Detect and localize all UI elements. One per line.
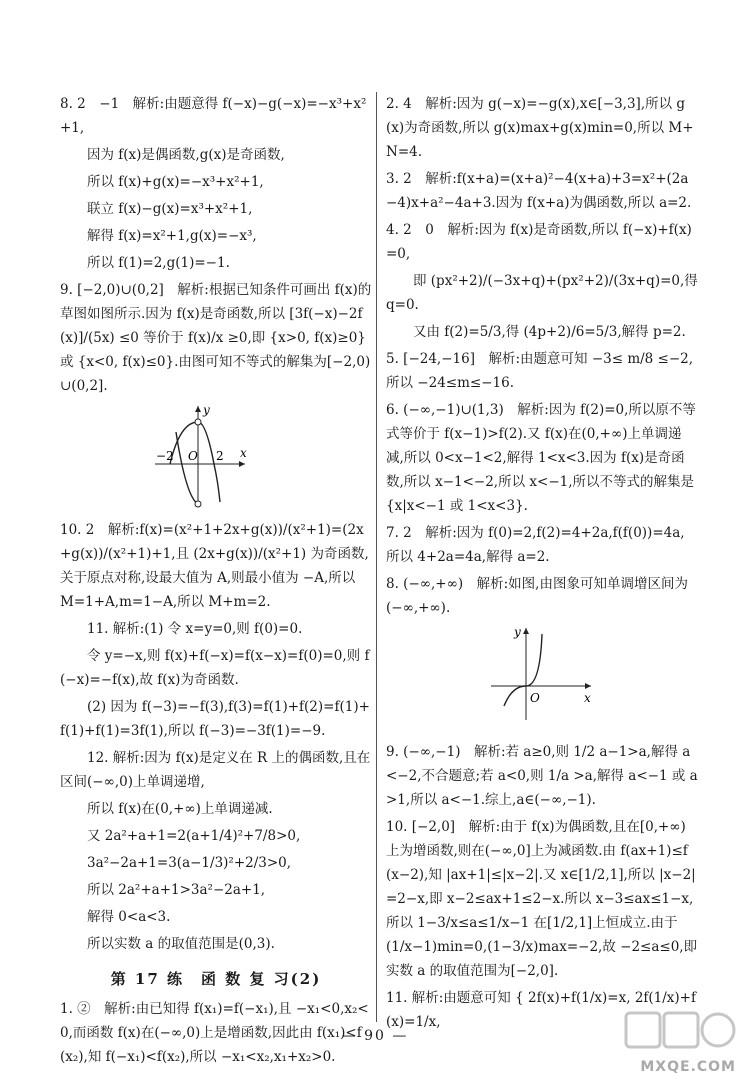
right-column — [386, 92, 698, 1037]
graph-odd-function-svg — [150, 402, 250, 512]
answer-9: 9. [−2,0)∪(0,2] 解析:根据已知条件可画出 f(x)的草图如图所示.因为 f(x)是奇函数,所以 [3f(−x)−2f(x)]/(5x) ≤0 等价于 f(x)/x ≥0,即 {x>0, f(x)≥0} 或 {x<0, f(x)≤0}.由图可知不等式的解集为[−2,0)∪(0,2]. — [60, 282, 372, 394]
right-answer-8: 8. (−∞,+∞) 解析:如图,由图象可知单调增区间为(−∞,+∞). — [386, 576, 688, 616]
answer-8-line6: 所以 f(1)=2,g(1)=−1. — [87, 255, 230, 271]
graph-increasing-function — [486, 624, 698, 734]
y-axis-arrow — [523, 628, 529, 634]
page-number: — 90 — — [341, 1028, 409, 1044]
answer-11-part2: (2) 因为 f(−3)=−f(3),f(3)=f(1)+f(2)=f(1)+f(1)+f(1)=3f(1),所以 f(−3)=−3f(1)=−9. — [60, 699, 370, 739]
right-answer-4a: 4. 2 0 解析:因为 f(x)是奇函数,所以 f(−x)+f(x)=0, — [386, 222, 692, 262]
graph-odd-function — [150, 402, 372, 512]
right-answer-4c: 又由 f(2)=5/3,得 (4p+2)/6=5/3,解得 p=2. — [413, 324, 686, 340]
answer-10: 10. 2 解析:f(x)=(x²+1+2x+g(x))/(x²+1)=(2x+g(x))/(x²+1)+1,且 (2x+g(x))/(x²+1) 为奇函数,关于原点对称,设最大值为 A,则最小值为 −A,所以 M=1+A,m=1−A,所以 M+m=2. — [60, 522, 369, 610]
answer-8-line1: 8. 2 −1 解析:由题意得 f(−x)−g(−x)=−x³+x²+1, — [60, 96, 367, 136]
x-axis-arrow — [585, 683, 591, 689]
answer-12-line6: 解得 0<a<3. — [87, 909, 171, 925]
graph-increasing-function-svg — [486, 624, 596, 724]
left-column — [60, 92, 372, 1072]
y-axis-arrow — [195, 406, 201, 412]
open-dot-top — [195, 419, 201, 425]
origin-label: O — [188, 449, 198, 463]
right-answer-7: 7. 2 解析:因为 f(0)=2,f(2)=4+2a,f(f(0))=4a,所以 4+2a=4a,解得 a=2. — [386, 525, 685, 565]
answer-8-line4: 联立 f(x)−g(x)=x³+x²+1, — [87, 201, 253, 217]
x-label: x — [584, 691, 591, 705]
y-label: y — [203, 403, 210, 417]
answer-12-line1: 12. 解析:因为 f(x)是定义在 R 上的偶函数,且在区间(−∞,0)上单调递增, — [60, 750, 371, 790]
y-label: y — [514, 625, 521, 639]
answer-11-part1a: 11. 解析:(1) 令 x=y=0,则 f(0)=0. — [87, 621, 303, 637]
answer-12-line2: 所以 f(x)在(0,+∞)上单调递减. — [87, 801, 273, 817]
open-dot-bottom — [195, 501, 201, 507]
answer-12-line7: 所以实数 a 的取值范围是(0,3). — [87, 936, 275, 952]
answer-12-line5: 所以 2a²+a+1>3a²−2a+1, — [87, 882, 266, 898]
right-answer-3: 3. 2 解析:f(x+a)=(x+a)²−4(x+a)+3=x²+(2a−4)x+a²−4a+3.因为 f(x+a)为偶函数,所以 a=2. — [386, 171, 692, 211]
section-answer-1: 1. ② 解析:由已知得 f(x₁)=f(−x₁),且 −x₁<0,x₂<0,而函数 f(x)在(−∞,0)上是增函数,因此由 f(x₁)<f(x₂),知 f(−x₁)<f(x₂),所以 −x₁<x₂,x₁+x₂>0. — [60, 1001, 369, 1065]
x-label: x — [240, 446, 247, 460]
right-answer-5: 5. [−24,−16] 解析:由题意可知 −3≤ m/8 ≤−2,所以 −24≤m≤−16. — [386, 351, 694, 391]
tick-left: −2 — [156, 449, 174, 463]
answer-8-line3: 所以 f(x)+g(x)=−x³+x²+1, — [87, 174, 264, 190]
column-divider — [376, 92, 377, 1022]
right-answer-10: 10. [−2,0] 解析:由于 f(x)为偶函数,且在[0,+∞)上为增函数,则在(−∞,0]上为减函数.由 f(ax+1)≤f(x−2),知 |ax+1|≤|x−2|.又 x∈[1/2,1],所以 |x−2|=2−x,即 x−2≤ax+1≤2−x.所以 x−3≤ax≤1−x,所以 1−3/x≤a≤1/x−1 在[1/2,1]上恒成立.由于 (1/x−1)min=0,(1−3/x)max=−2,故 −2≤a≤0,即实数 a 的取值范围为[−2,0]. — [386, 819, 698, 979]
answer-11-part1b: 令 y=−x,则 f(x)+f(−x)=f(x−x)=f(0)=0,则 f(−x)=−f(x),故 f(x)为奇函数. — [60, 648, 370, 688]
watermark-text: MXQE.COM — [640, 1059, 736, 1075]
right-answer-2: 2. 4 解析:因为 g(−x)=−g(x),x∈[−3,3],所以 g(x)为奇函数,所以 g(x)max+g(x)min=0,所以 M+N=4. — [386, 96, 694, 160]
x-axis-arrow — [239, 461, 245, 467]
answer-12-line3: 又 2a²+a+1=2(a+1/4)²+7/8>0, — [87, 828, 301, 844]
right-answer-11: 11. 解析:由题意可知 { 2f(x)+f(1/x)=x, 2f(1/x)+f(x)=1/x, — [386, 990, 696, 1030]
answer-8-line2: 因为 f(x)是偶函数,g(x)是奇函数, — [87, 147, 285, 163]
right-answer-9: 9. (−∞,−1) 解析:若 a≥0,则 1/2 a−1>a,解得 a<−2,不合题意;若 a<0,则 1/a >a,解得 a<−1 或 a>1,所以 a<−1.综上,a∈(−∞,−1). — [386, 744, 698, 808]
origin-label: O — [530, 691, 540, 705]
section-title: 第 17 练 函 数 复 习(2) — [110, 970, 322, 988]
answer-12-line4: 3a²−2a+1=3(a−1/3)²+2/3>0, — [87, 855, 292, 871]
answer-8-line5: 解得 f(x)=x²+1,g(x)=−x³, — [87, 228, 257, 244]
right-answer-4b: 即 (px²+2)/(−3x+q)+(px²+2)/(3x+q)=0,得 q=0. — [386, 273, 698, 313]
right-answer-6: 6. (−∞,−1)∪(1,3) 解析:因为 f(2)=0,所以原不等式等价于 f(x−1)>f(2).又 f(x)在(0,+∞)上单调递减,所以 0<x−1<2,解得 1<x<3.因为 f(x)是奇函数,所以 x−1<−2,所以 x<−1,所以不等式的解集是{x|x<−1 或 1<x<3}. — [386, 402, 696, 514]
tick-right: 2 — [216, 449, 224, 463]
curve-left-down — [176, 432, 198, 504]
